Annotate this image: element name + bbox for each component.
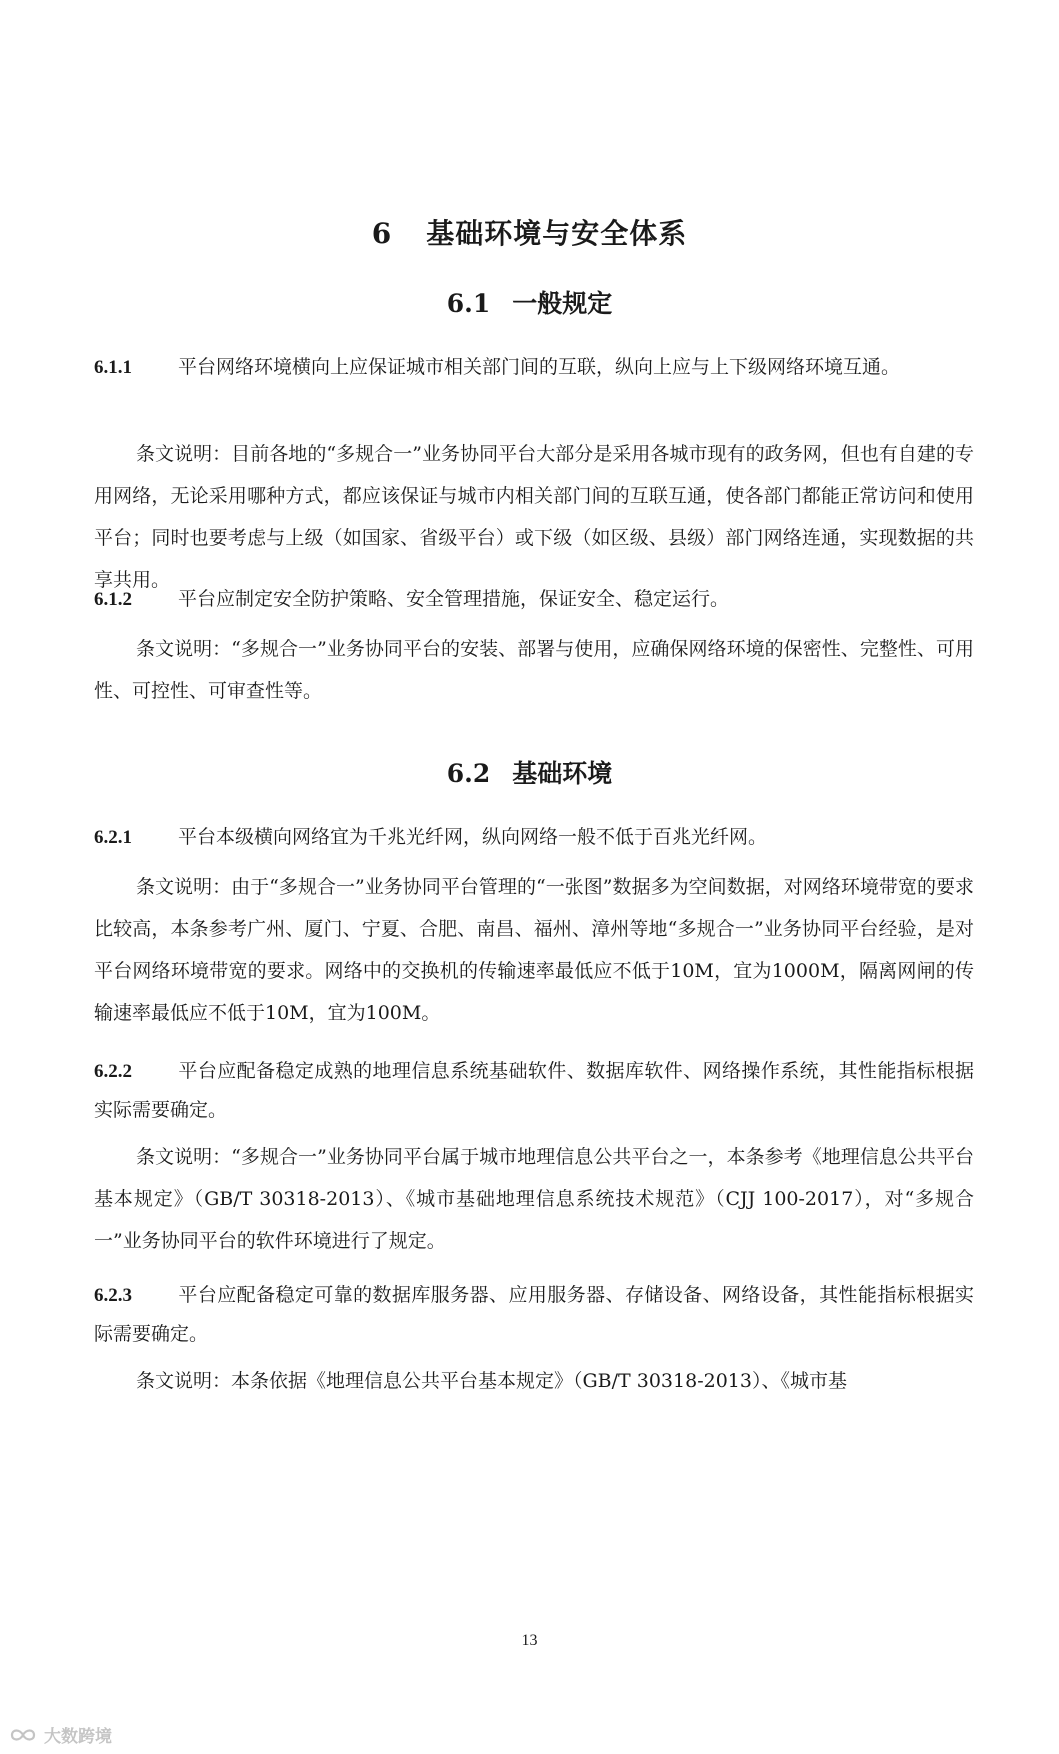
clause-6-1-1: [94, 348, 974, 387]
clause-number: 6.1.2: [94, 589, 132, 610]
watermark-text: 大数跨境: [44, 1727, 112, 1747]
chapter-title: [0, 212, 1059, 252]
clause-note-6-2-1: 条文说明：由于“多规合一”业务协同平台管理的“一张图”数据多为空间数据，对网络环境带宽的要求比较高，本条参考广州、厦门、宁夏、合肥、南昌、福州、漳州等地“多规合一”业务协同平台经验，是对平台网络环境带宽的要求。网络中的交换机的传输速率最低应不低于10M，宜为1000M，隔离网闸的传输速率最低应不低于10M，宜为100M。: [94, 876, 974, 1024]
section-title-6-1: [0, 284, 1059, 320]
section-title-6-2: [0, 754, 1059, 790]
clause-text: 平台应制定安全防护策略、安全管理措施，保证安全、稳定运行。: [178, 588, 730, 610]
section-number: 6.2: [446, 759, 491, 788]
section-title-text: 一般规定: [512, 289, 613, 318]
clause-6-2-3: [94, 1276, 974, 1354]
clause-number: 6.1.1: [94, 357, 132, 378]
clause-6-2-2: [94, 1052, 974, 1130]
clause-text: 平台应配备稳定成熟的地理信息系统基础软件、数据库软件、网络操作系统，其性能指标根据实际需要确定。: [94, 1060, 974, 1121]
watermark: [8, 1722, 112, 1747]
brand-logo-icon: [8, 1725, 38, 1745]
clause-text: 平台网络环境横向上应保证城市相关部门间的互联，纵向上应与上下级网络环境互通。: [178, 356, 901, 378]
clause-number: 6.2.2: [94, 1061, 132, 1082]
page-number: 13: [521, 1632, 538, 1649]
clause-note-6-2-3: 条文说明：本条依据《地理信息公共平台基本规定》（GB/T 30318-2013）、《城市基: [136, 1370, 847, 1392]
section-number: 6.1: [446, 289, 491, 318]
clause-number: 6.2.3: [94, 1285, 132, 1306]
clause-6-1-2: [94, 580, 974, 619]
clause-note-6-1-2: 条文说明：“多规合一”业务协同平台的安装、部署与使用，应确保网络环境的保密性、完整性、可用性、可控性、可审查性等。: [94, 638, 974, 702]
clause-text: 平台本级横向网络宜为千兆光纤网，纵向网络一般不低于百兆光纤网。: [178, 826, 768, 848]
chapter-title-text: 基础环境与安全体系: [426, 217, 688, 250]
chapter-number: 6: [371, 217, 393, 250]
clause-6-2-1: [94, 818, 974, 857]
clause-note-6-1-1: 条文说明：目前各地的“多规合一”业务协同平台大部分是采用各城市现有的政务网，但也有自建的专用网络，无论采用哪种方式，都应该保证与城市内相关部门间的互联互通，使各部门都能正常访问和使用平台；同时也要考虑与上级（如国家、省级平台）或下级（如区级、县级）部门网络连通，实现数据的共享共用。: [94, 443, 974, 591]
clause-number: 6.2.1: [94, 827, 132, 848]
section-title-text: 基础环境: [512, 759, 613, 788]
clause-note-6-2-2: 条文说明：“多规合一”业务协同平台属于城市地理信息公共平台之一，本条参考《地理信息公共平台基本规定》（GB/T 30318-2013）、《城市基础地理信息系统技术规范》（CJJ 100-2017），对“多规合一”业务协同平台的软件环境进行了规定。: [94, 1146, 974, 1252]
clause-text: 平台应配备稳定可靠的数据库服务器、应用服务器、存储设备、网络设备，其性能指标根据实际需要确定。: [94, 1284, 974, 1345]
